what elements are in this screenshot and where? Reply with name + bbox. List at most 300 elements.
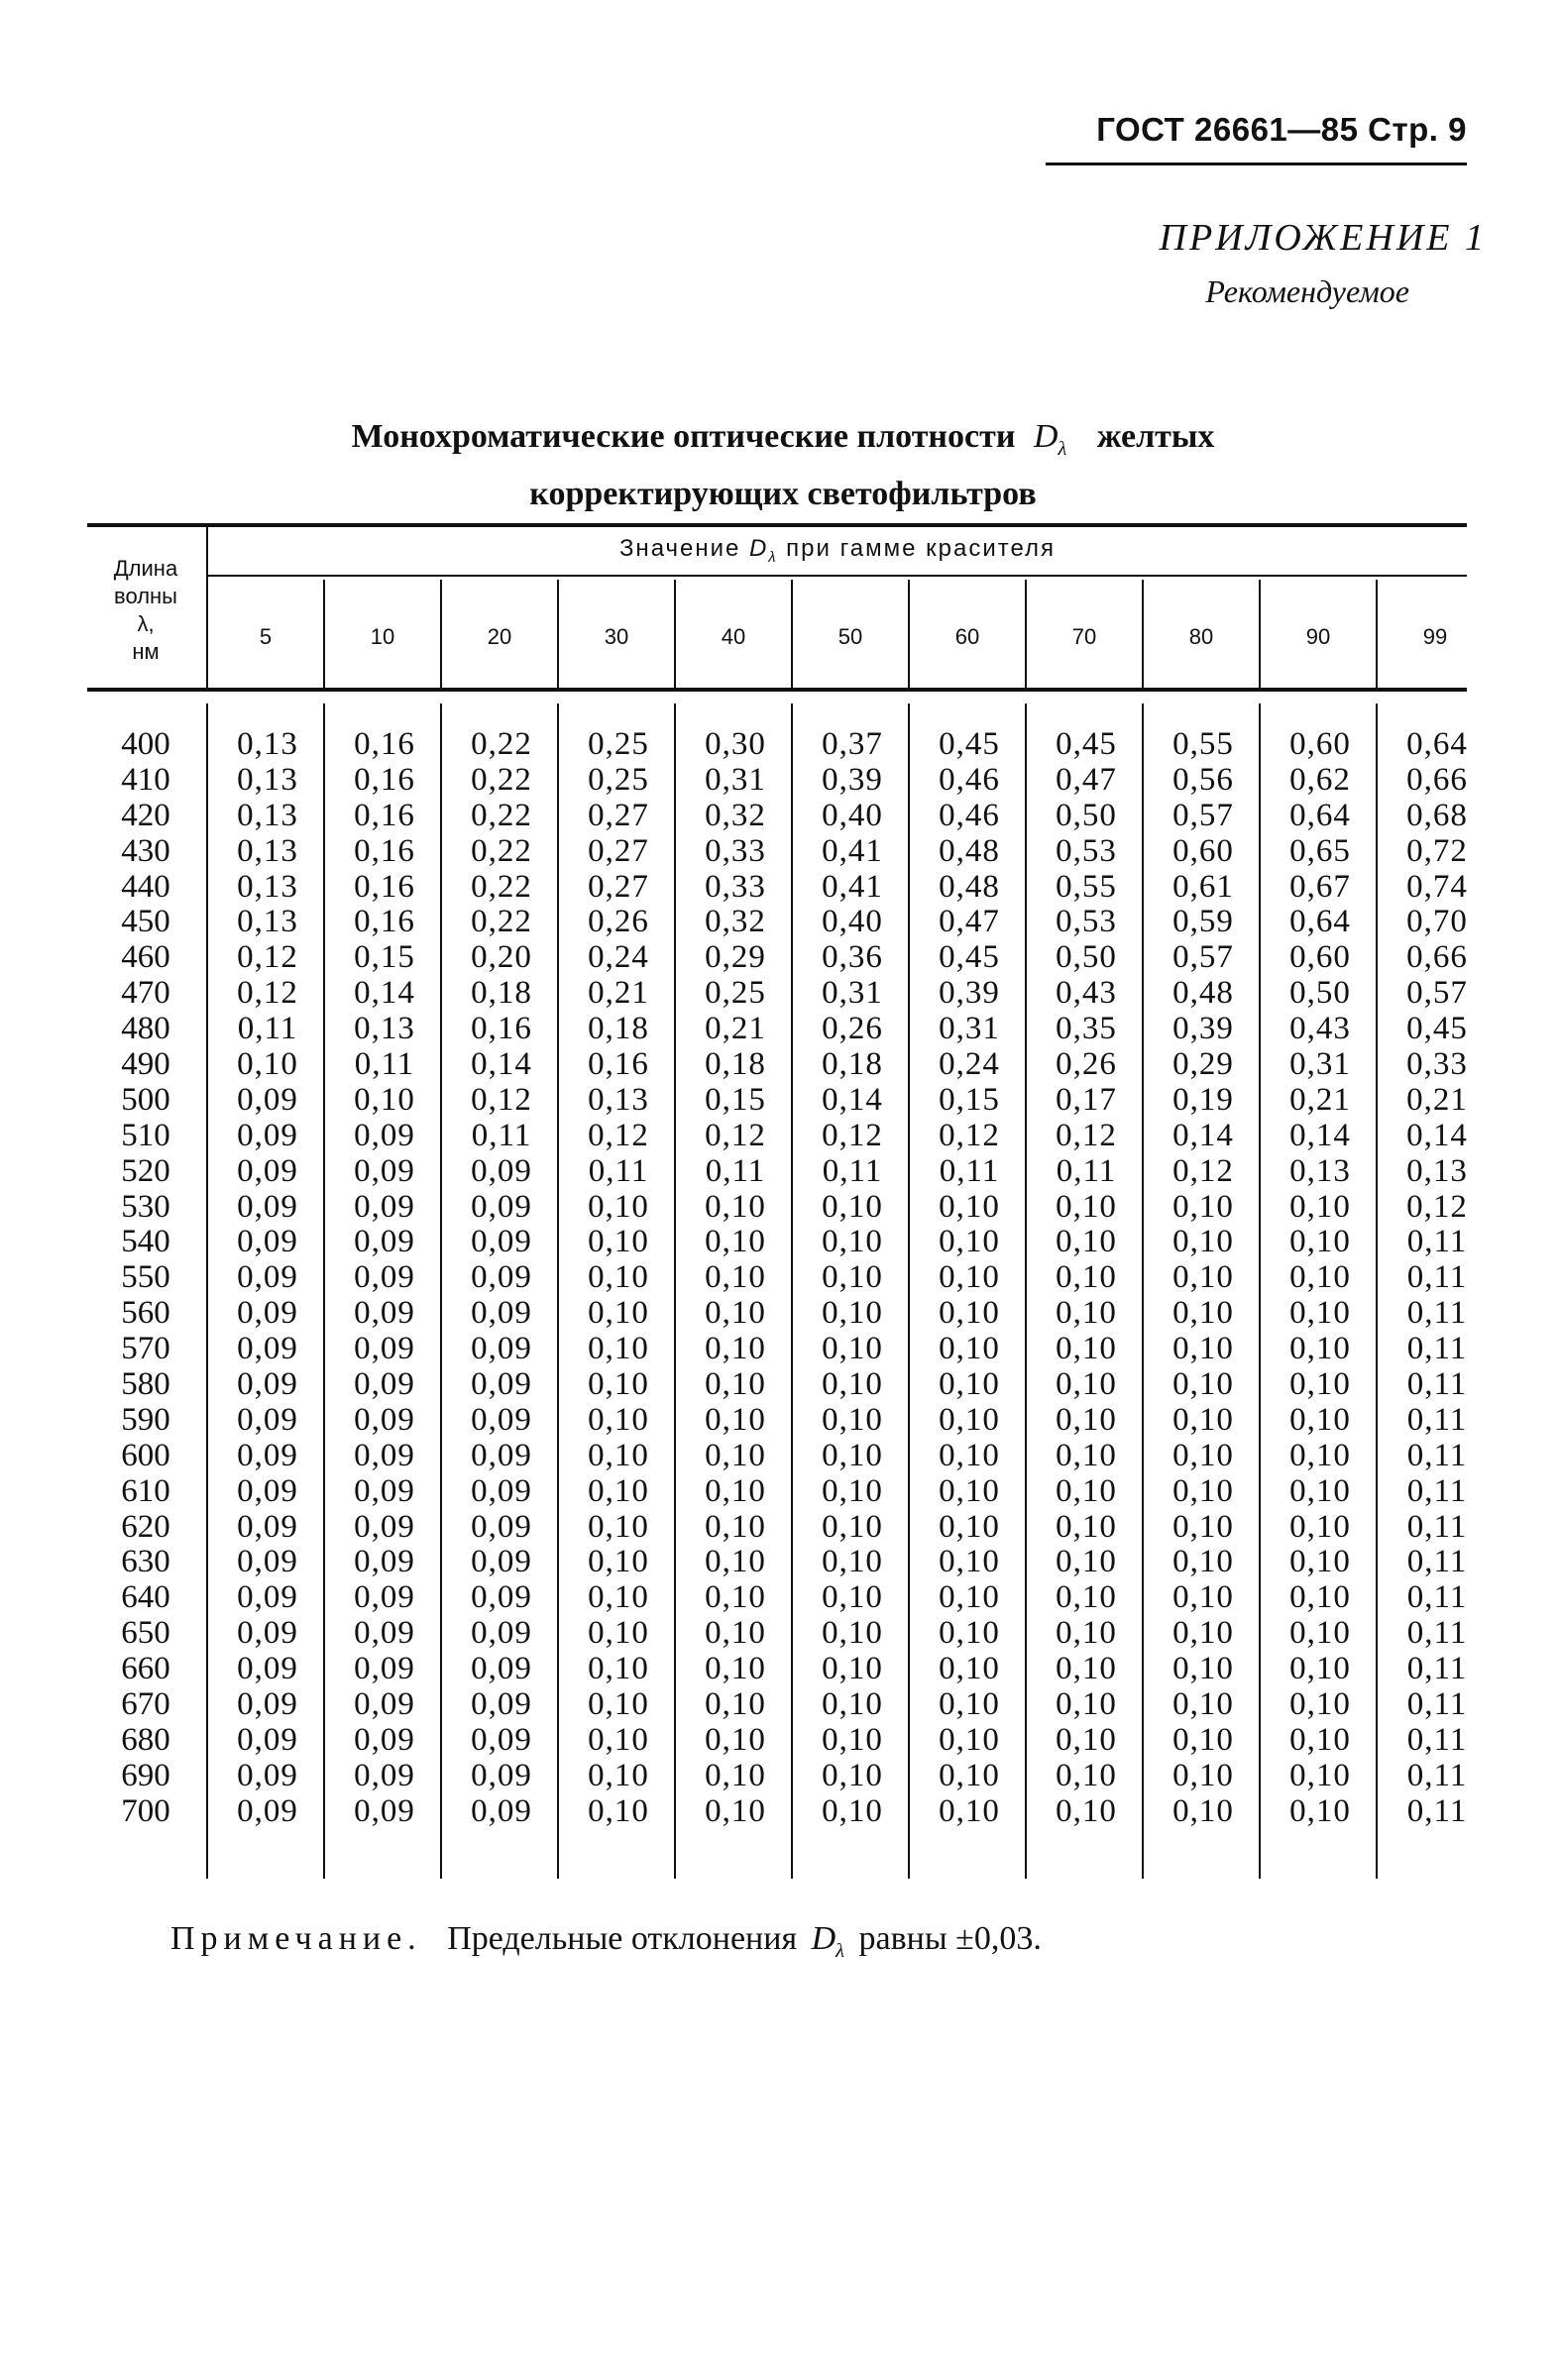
density-cell: 0,09 [237,1401,298,1438]
density-cell: 0,11 [1406,1259,1468,1296]
density-cell: 0,13 [237,832,298,869]
density-cell: 0,10 [588,1757,649,1793]
density-cell: 0,10 [939,1508,1000,1545]
density-cell: 0,10 [705,1401,766,1438]
density-cell: 0,10 [1289,1651,1351,1687]
density-cell: 0,45 [939,726,1000,762]
wavelength-cell: 630 [121,1544,170,1580]
wavelength-cell: 430 [121,832,170,869]
density-cell: 0,09 [354,1472,415,1509]
density-cell: 0,10 [588,1472,649,1509]
density-cell: 0,10 [1172,1615,1234,1652]
density-cell: 0,10 [1289,1721,1351,1758]
density-cell: 0,27 [588,797,649,833]
density-cell: 0,50 [1289,975,1351,1012]
wavelength-cell: 670 [121,1686,170,1723]
wavelength-cell: 700 [121,1792,170,1829]
density-cell: 0,17 [1056,1081,1117,1118]
density-cell: 0,66 [1406,939,1468,976]
density-cell: 0,11 [471,1117,532,1153]
density-cell: 0,55 [1056,868,1117,905]
gamma-col-divider-header [557,580,559,688]
density-cell: 0,10 [588,1437,649,1473]
density-cell: 0,14 [354,975,415,1012]
density-cell: 0,10 [822,1686,883,1723]
header-rule [1046,162,1467,165]
density-cell: 0,10 [1289,1295,1351,1332]
density-cell: 0,10 [588,1401,649,1438]
gamma-col-divider-header [791,580,793,688]
table-row [87,1651,1467,1686]
density-cell: 0,10 [822,1224,883,1260]
density-cell: 0,10 [939,1437,1000,1473]
density-cell: 0,10 [588,1259,649,1296]
density-cell: 0,09 [471,1651,532,1687]
table-row [87,1793,1467,1829]
density-cell: 0,11 [1406,1401,1468,1438]
density-cell: 0,13 [237,761,298,798]
density-cell: 0,10 [1056,1437,1117,1473]
density-cell: 0,09 [354,1757,415,1793]
density-cell: 0,10 [822,1651,883,1687]
density-cell: 0,37 [822,726,883,762]
gamma-header: 70 [1071,624,1097,649]
density-cell: 0,22 [471,868,532,905]
wavelength-cell: 460 [121,939,170,976]
wavelength-cell: 400 [121,726,170,762]
gamma-header: 5 [259,624,273,649]
density-cell: 0,29 [1172,1046,1234,1083]
density-cell: 0,11 [1406,1792,1468,1829]
density-cell: 0,15 [705,1081,766,1118]
table-row [87,833,1467,869]
density-cell: 0,10 [1056,1544,1117,1580]
density-cell: 0,41 [822,868,883,905]
density-cell: 0,09 [237,1224,298,1260]
density-cell: 0,10 [705,1224,766,1260]
gamma-header: 10 [370,624,395,649]
density-cell: 0,09 [471,1188,532,1225]
density-cell: 0,09 [471,1472,532,1509]
density-cell: 0,09 [237,1508,298,1545]
density-cell: 0,10 [939,1259,1000,1296]
density-cell: 0,11 [1406,1544,1468,1580]
density-cell: 0,09 [471,1721,532,1758]
density-cell: 0,10 [939,1686,1000,1723]
gamma-header: 30 [604,624,629,649]
density-cell: 0,15 [939,1081,1000,1118]
gamma-col-divider-header [1376,580,1378,688]
density-cell: 0,10 [1289,1188,1351,1225]
density-cell: 0,26 [588,904,649,940]
wavelength-cell: 600 [121,1437,170,1473]
density-cell: 0,33 [705,868,766,905]
density-cell: 0,09 [237,1721,298,1758]
density-cell: 0,33 [705,832,766,869]
density-cell: 0,10 [705,1792,766,1829]
density-cell: 0,12 [1406,1188,1468,1225]
density-cell: 0,24 [939,1046,1000,1083]
density-cell: 0,09 [471,1792,532,1829]
density-cell: 0,10 [705,1366,766,1403]
density-cell: 0,57 [1172,939,1234,976]
density-cell: 0,09 [354,1188,415,1225]
density-cell: 0,10 [588,1651,649,1687]
density-cell: 0,10 [705,1437,766,1473]
density-cell: 0,31 [822,975,883,1012]
density-cell: 0,10 [939,1651,1000,1687]
table-row [87,939,1467,975]
density-cell: 0,14 [1406,1117,1468,1153]
density-cell: 0,10 [1289,1331,1351,1367]
density-cell: 0,09 [471,1544,532,1580]
density-cell: 0,40 [822,797,883,833]
density-cell: 0,74 [1406,868,1468,905]
density-cell: 0,09 [237,1437,298,1473]
density-cell: 0,65 [1289,832,1351,869]
table-row [87,1153,1467,1189]
density-cell: 0,21 [1406,1081,1468,1118]
density-cell: 0,10 [822,1757,883,1793]
note-symbol: $D_\lambda$ [811,1920,844,1962]
density-cell: 0,10 [1172,1651,1234,1687]
density-cell: 0,10 [705,1188,766,1225]
density-cell: 0,10 [588,1295,649,1332]
table-row [87,975,1467,1011]
density-cell: 0,10 [939,1721,1000,1758]
density-cell: 0,10 [237,1046,298,1083]
table-row [87,1082,1467,1118]
density-cell: 0,09 [471,1686,532,1723]
density-cell: 0,10 [1056,1401,1117,1438]
gamma-header: 40 [721,624,746,649]
density-cell: 0,47 [1056,761,1117,798]
density-cell: 0,24 [588,939,649,976]
density-cell: 0,67 [1289,868,1351,905]
gamma-col-divider-header [1259,580,1261,688]
density-cell: 0,11 [1406,1437,1468,1473]
density-cell: 0,11 [237,1011,298,1047]
density-cell: 0,09 [237,1686,298,1723]
density-cell: 0,57 [1406,975,1468,1012]
density-cell: 0,16 [354,761,415,798]
density-cell: 0,15 [354,939,415,976]
density-cell: 0,18 [705,1046,766,1083]
density-cell: 0,10 [705,1579,766,1616]
gamma-col-divider-header [440,580,442,688]
density-cell: 0,39 [822,761,883,798]
density-cell: 0,11 [1406,1366,1468,1403]
gamma-col-divider-header [1025,580,1027,688]
density-cell: 0,21 [588,975,649,1012]
wavelength-cell: 420 [121,797,170,833]
density-cell: 0,10 [822,1295,883,1332]
table-row [87,726,1467,762]
density-cell: 0,09 [237,1259,298,1296]
density-cell: 0,60 [1289,939,1351,976]
density-cell: 0,40 [822,904,883,940]
density-cell: 0,09 [471,1259,532,1296]
density-cell: 0,10 [939,1615,1000,1652]
density-cell: 0,10 [1289,1437,1351,1473]
density-cell: 0,39 [1172,1011,1234,1047]
gamma-header: 80 [1188,624,1214,649]
density-cell: 0,10 [822,1508,883,1545]
density-cell: 0,10 [705,1508,766,1545]
density-cell: 0,46 [939,761,1000,798]
density-cell: 0,19 [1172,1081,1234,1118]
table-row [87,1615,1467,1651]
density-cell: 0,10 [588,1792,649,1829]
density-cell: 0,53 [1056,904,1117,940]
density-cell: 0,13 [237,868,298,905]
density-cell: 0,10 [1172,1366,1234,1403]
density-cell: 0,10 [939,1472,1000,1509]
density-cell: 0,10 [705,1651,766,1687]
density-cell: 0,14 [1289,1117,1351,1153]
density-cell: 0,10 [1056,1295,1117,1332]
density-cell: 0,09 [471,1331,532,1367]
density-cell: 0,12 [237,975,298,1012]
density-cell: 0,10 [939,1331,1000,1367]
density-cell: 0,10 [939,1188,1000,1225]
density-cell: 0,13 [1289,1152,1351,1189]
density-cell: 0,10 [705,1472,766,1509]
density-cell: 0,22 [471,832,532,869]
wavelength-cell: 620 [121,1508,170,1545]
density-cell: 0,10 [939,1792,1000,1829]
density-cell: 0,10 [1056,1472,1117,1509]
density-cell: 0,10 [588,1188,649,1225]
density-cell: 0,10 [1172,1259,1234,1296]
density-cell: 0,10 [588,1686,649,1723]
density-cell: 0,53 [1056,832,1117,869]
wavelength-cell: 610 [121,1472,170,1509]
density-cell: 0,09 [237,1117,298,1153]
density-cell: 0,09 [354,1721,415,1758]
density-cell: 0,09 [354,1686,415,1723]
density-cell: 0,09 [237,1792,298,1829]
density-cell: 0,11 [1406,1757,1468,1793]
density-cell: 0,10 [822,1472,883,1509]
page-header: ГОСТ 26661—85 Стр. 9 [1096,111,1467,148]
density-cell: 0,25 [705,975,766,1012]
appendix-title: ПРИЛОЖЕНИЕ 1 [1159,217,1487,259]
density-cell: 0,09 [237,1757,298,1793]
density-cell: 0,09 [354,1259,415,1296]
table-row [87,1331,1467,1366]
density-cell: 0,11 [1406,1295,1468,1332]
table-row [87,1046,1467,1082]
density-cell: 0,09 [354,1651,415,1687]
wavelength-col-divider-header [206,523,208,688]
density-cell: 0,09 [354,1437,415,1473]
density-cell: 0,10 [822,1401,883,1438]
density-cell: 0,22 [471,797,532,833]
density-cell: 0,10 [588,1331,649,1367]
density-cell: 0,43 [1289,1011,1351,1047]
density-cell: 0,18 [822,1046,883,1083]
wavelength-cell: 690 [121,1757,170,1793]
density-cell: 0,10 [1289,1472,1351,1509]
density-cell: 0,41 [822,832,883,869]
density-cell: 0,09 [471,1757,532,1793]
density-cell: 0,10 [822,1544,883,1580]
density-cell: 0,10 [1289,1615,1351,1652]
wavelength-cell: 650 [121,1615,170,1652]
table-note [170,1920,1360,1963]
wavelength-cell: 500 [121,1081,170,1118]
table-row [87,1758,1467,1793]
density-cell: 0,09 [237,1295,298,1332]
density-cell: 0,10 [822,1792,883,1829]
density-cell: 0,10 [1289,1757,1351,1793]
density-cell: 0,50 [1056,939,1117,976]
density-cell: 0,10 [822,1366,883,1403]
density-cell: 0,48 [1172,975,1234,1012]
density-cell: 0,09 [354,1401,415,1438]
density-cell: 0,12 [588,1117,649,1153]
density-cell: 0,70 [1406,904,1468,940]
density-cell: 0,10 [939,1295,1000,1332]
table-row [87,1224,1467,1259]
density-cell: 0,12 [1172,1152,1234,1189]
density-cell: 0,09 [471,1401,532,1438]
density-cell: 0,10 [1056,1686,1117,1723]
density-cell: 0,09 [237,1188,298,1225]
table-row [87,1295,1467,1331]
density-cell: 0,10 [1172,1544,1234,1580]
density-cell: 0,10 [1056,1366,1117,1403]
density-cell: 0,11 [354,1046,415,1083]
density-cell: 0,12 [939,1117,1000,1153]
density-cell: 0,11 [822,1152,883,1189]
wavelength-cell: 480 [121,1011,170,1047]
density-cell: 0,10 [588,1579,649,1616]
density-cell: 0,20 [471,939,532,976]
density-cell: 0,13 [237,904,298,940]
density-cell: 0,36 [822,939,883,976]
density-cell: 0,10 [705,1331,766,1367]
density-cell: 0,39 [939,975,1000,1012]
wavelength-cell: 550 [121,1259,170,1296]
density-cell: 0,10 [939,1224,1000,1260]
density-cell: 0,10 [1289,1544,1351,1580]
density-cell: 0,10 [1172,1757,1234,1793]
gamma-header: 99 [1422,624,1448,649]
wavelength-cell: 680 [121,1721,170,1758]
table-title-symbol: $D_\lambda$ [1033,418,1067,460]
density-cell: 0,13 [237,726,298,762]
density-cell: 0,09 [354,1117,415,1153]
density-cell: 0,16 [354,868,415,905]
density-cell: 0,11 [1406,1472,1468,1509]
table-row [87,1722,1467,1758]
density-cell: 0,10 [705,1615,766,1652]
density-cell: 0,10 [939,1579,1000,1616]
density-cell: 0,11 [1406,1508,1468,1545]
density-cell: 0,48 [939,832,1000,869]
density-cell: 0,10 [1056,1615,1117,1652]
density-cell: 0,10 [588,1721,649,1758]
density-cell: 0,21 [705,1011,766,1047]
wavelength-cell: 660 [121,1651,170,1687]
gamma-col-divider-header [674,580,676,688]
density-cell: 0,10 [1172,1331,1234,1367]
density-cell: 0,10 [822,1579,883,1616]
density-cell: 0,10 [1056,1651,1117,1687]
density-cell: 0,46 [939,797,1000,833]
density-cell: 0,11 [1406,1579,1468,1616]
density-cell: 0,09 [471,1295,532,1332]
density-cell: 0,10 [705,1686,766,1723]
gamma-col-divider-header [1142,580,1144,688]
density-cell: 0,68 [1406,797,1468,833]
density-cell: 0,22 [471,726,532,762]
table-row [87,1189,1467,1225]
table-row [87,1509,1467,1545]
density-cell: 0,11 [588,1152,649,1189]
density-cell: 0,16 [354,832,415,869]
density-cell: 0,09 [354,1331,415,1367]
table-top-rule [87,523,1467,527]
density-cell: 0,13 [1406,1152,1468,1189]
table-row [87,1686,1467,1722]
density-cell: 0,27 [588,868,649,905]
density-cell: 0,10 [1056,1757,1117,1793]
density-cell: 0,11 [1406,1224,1468,1260]
density-cell: 0,10 [1172,1472,1234,1509]
density-cell: 0,09 [354,1544,415,1580]
density-cell: 0,72 [1406,832,1468,869]
table-title [238,414,1328,517]
density-cell: 0,10 [1172,1508,1234,1545]
density-cell: 0,09 [354,1508,415,1545]
density-cell: 0,11 [939,1152,1000,1189]
density-cell: 0,57 [1172,797,1234,833]
density-cell: 0,16 [588,1046,649,1083]
density-cell: 0,18 [471,975,532,1012]
density-cell: 0,25 [588,726,649,762]
density-cell: 0,55 [1172,726,1234,762]
density-cell: 0,14 [822,1081,883,1118]
density-cell: 0,09 [237,1331,298,1367]
appendix-status: Рекомендуемое [1205,273,1409,309]
density-cell: 0,10 [588,1224,649,1260]
table-row [87,762,1467,798]
density-cell: 0,10 [939,1757,1000,1793]
density-cell: 0,16 [354,726,415,762]
note-label: Примечание. [170,1920,422,1957]
density-cell: 0,64 [1289,797,1351,833]
density-cell: 0,09 [237,1472,298,1509]
density-cell: 0,10 [822,1437,883,1473]
density-cell: 0,10 [822,1259,883,1296]
density-cell: 0,10 [1289,1366,1351,1403]
table-row [87,1118,1467,1153]
density-cell: 0,10 [1056,1188,1117,1225]
density-cell: 0,59 [1172,904,1234,940]
density-cell: 0,47 [939,904,1000,940]
gamma-col-divider-header [323,580,325,688]
density-cell: 0,60 [1289,726,1351,762]
density-cell: 0,27 [588,832,649,869]
density-cell: 0,31 [1289,1046,1351,1083]
density-cell: 0,13 [237,797,298,833]
density-cell: 0,09 [354,1295,415,1332]
table-row [87,1544,1467,1579]
wavelength-cell: 640 [121,1579,170,1616]
